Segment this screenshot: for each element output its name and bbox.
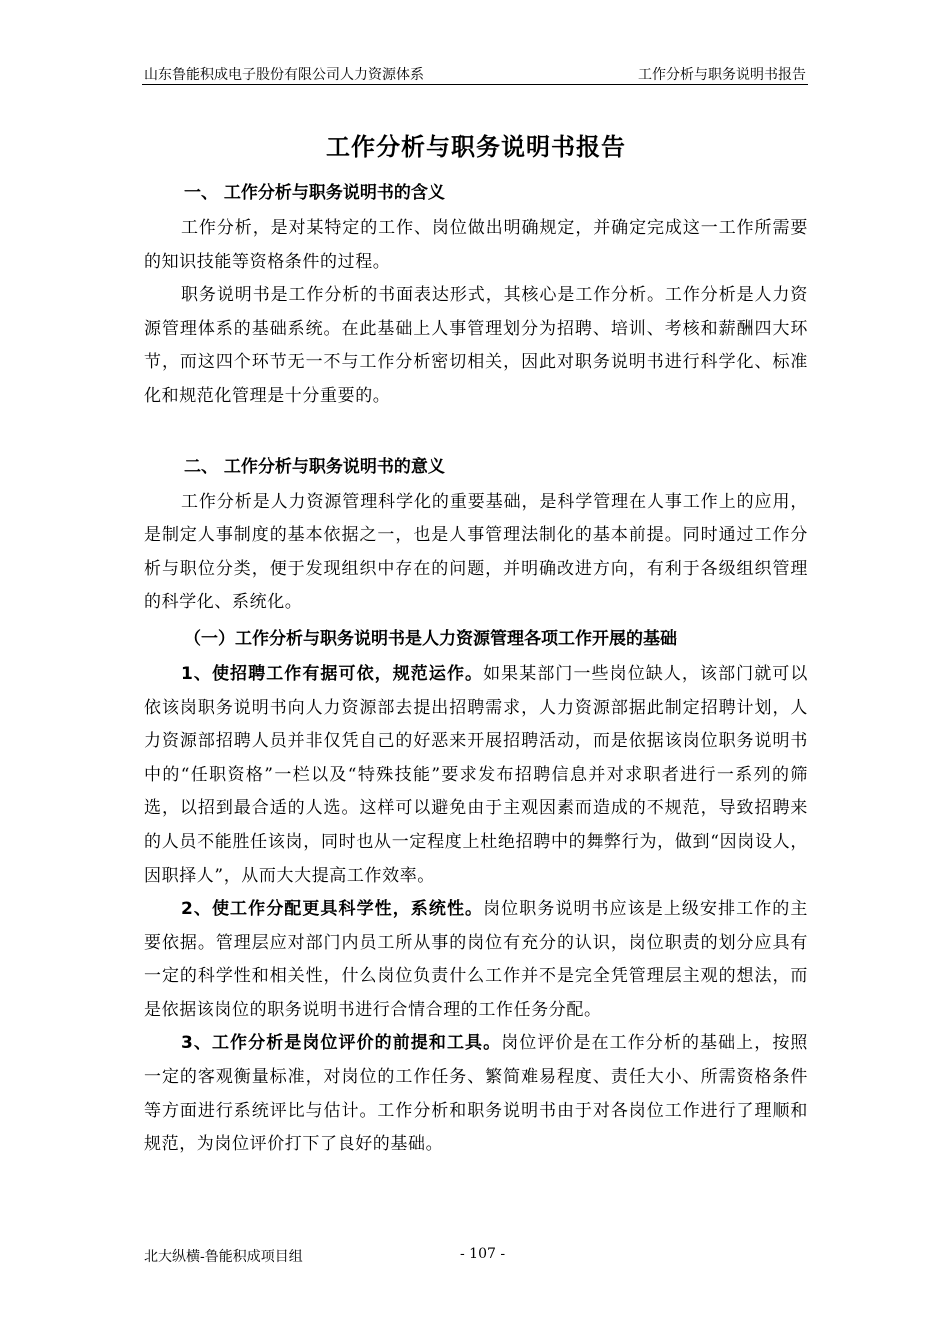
item-1-text: 如果某部门一些岗位缺人，该部门就可以依该岗职务说明书向人力资源部去提出招聘需求，人力资源部据此制定招聘计划，人力资源部招聘人员并非仅凭自己的好恶来开展招聘活动，而是依据该岗位职务说明书中的“任职资格”一栏以及“特殊技能”要求发布招聘信息并对求职者进行一系列的筛选，以招到最合适的人选。这样可以避免由于主观因素而造成的不规范，导致招聘来的人员不能胜任该岗，同时也从一定程度上杜绝招聘中的舞弊行为，做到“因岗设人，因职择人”，从而大大提高工作效率。 [144, 663, 808, 886]
item-1-paragraph [144, 658, 808, 893]
item-2-text: 岗位职务说明书应该是上级安排工作的主要依据。管理层应对部门内员工所从事的岗位有充分的认识，岗位职责的划分应具有一定的科学性和相关性，什么岗位负责什么工作并不是完全凭管理层主观的想法，而是依据该岗位的职务说明书进行合情合理的工作任务分配。 [144, 899, 808, 1020]
header-report-title: 工作分析与职务说明书报告 [638, 67, 806, 83]
item-3-text: 岗位评价是在工作分析的基础上，按照一定的客观衡量标准，对岗位的工作任务、繁简难易程度、责任大小、所需资格条件等方面进行系统评比与估计。工作分析和职务说明书由于对各岗位工作进行了理顺和规范，为岗位评价打下了良好的基础。 [144, 1033, 808, 1155]
page-header [142, 62, 808, 85]
item-3-lead: 3、工作分析是岗位评价的前提和工具。 [181, 1033, 502, 1054]
footer-org: 北大纵横-鲁能积成项目组 [144, 1249, 303, 1265]
item-2-paragraph [144, 893, 808, 1027]
section-1-paragraph-1: 工作分析，是对某特定的工作、岗位做出明确规定，并确定完成这一工作所需要的知识技能等资格条件的过程。 [144, 218, 808, 272]
section-2-subheading: （一）工作分析与职务说明书是人力资源管理各项工作开展的基础 [184, 628, 677, 649]
document-title: 工作分析与职务说明书报告 [326, 133, 626, 161]
item-2-lead: 2、使工作分配更具科学性，系统性。 [181, 899, 484, 920]
section-1-heading: 一、 工作分析与职务说明书的含义 [184, 183, 445, 203]
document-body [144, 128, 808, 1162]
item-1-lead: 1、使招聘工作有据可依，规范运作。 [181, 663, 484, 684]
section-2-heading: 二、 工作分析与职务说明书的意义 [184, 456, 445, 477]
header-company: 山东鲁能积成电子股份有限公司人力资源体系 [144, 67, 424, 83]
item-3-paragraph [144, 1027, 808, 1161]
section-2-paragraph-1: 工作分析是人力资源管理科学化的重要基础，是科学管理在人事工作上的应用，是制定人事制度的基本依据之一，也是人事管理法制化的基本前提。同时通过工作分析与职位分类，便于发现组织中存在的问题，并明确改进方向，有利于各级组织管理的科学化、系统化。 [144, 491, 808, 613]
page-number: - 107 - [460, 1246, 506, 1262]
section-1-paragraph-2: 职务说明书是工作分析的书面表达形式，其核心是工作分析。工作分析是人力资源管理体系的基础系统。在此基础上人事管理划分为招聘、培训、考核和薪酬四大环节，而这四个环节无一不与工作分析密切相关，因此对职务说明书进行科学化、标准化和规范化管理是十分重要的。 [144, 285, 808, 406]
section-gap [144, 414, 808, 448]
